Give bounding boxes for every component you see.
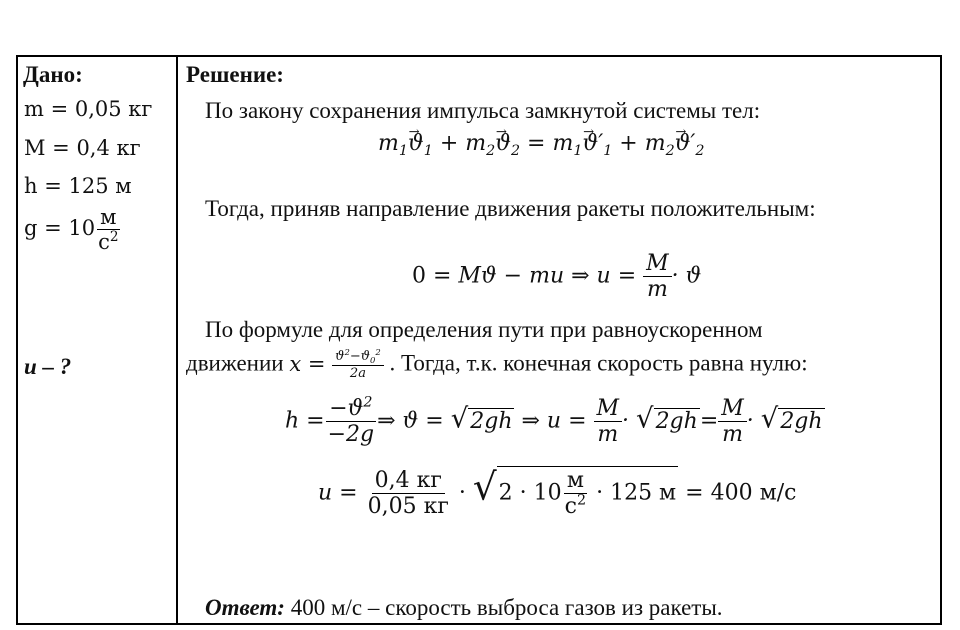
- velocity-formula: 0 = Mϑ − mu ⇒ u = $\frac{M}{m}$ · ϑ: [412, 251, 702, 303]
- given-unknown: u – ?: [24, 354, 72, 379]
- answer-text: 400 м/с – скорость выброса газов из ракеты.: [290, 595, 723, 620]
- result-formula: u = $\frac{0,4 кг}{0,05 кг}$ · √2 · 10 $\frac{м}{с^2}$ · 125 м = 400 м/с: [318, 464, 797, 520]
- column-divider: [176, 57, 178, 623]
- given-g-unit-pow: 2: [109, 228, 119, 245]
- given-g: [24, 206, 122, 253]
- solution-line-4-end: . Тогда, т.к. конечная скорость равна нулю:: [389, 350, 808, 376]
- solution-line-1: По закону сохранения импульса замкнутой системы тел:: [205, 98, 761, 123]
- answer-label: Ответ:: [205, 595, 285, 620]
- height-formula: h = $\frac{-ϑ^2}{-2g}$ ⇒ ϑ = √2gh ⇒ u = $\frac{M}{m}$ · √2gh= $\frac{M}{m}$ · √2gh: [285, 394, 823, 448]
- given-M: M = 0,4 кг: [24, 136, 141, 160]
- solution-line-4-start: движении: [186, 350, 284, 376]
- solution-header: Решение:: [186, 62, 284, 87]
- given-g-unit-den: с: [98, 230, 110, 255]
- given-m: m = 0,05 кг: [24, 97, 153, 121]
- momentum-formula: $m_1\to ϑ_1 + m_2\to ϑ_2 = m_1\to ϑ'_1 + m_2\to ϑ'_2$: [378, 133, 705, 155]
- solution-line-4: движении x = $\frac{ϑ^2-ϑ_0^2}{2a}$ . Тогда, т.к. конечная скорость равна нулю:: [186, 346, 808, 381]
- solution-line-2: Тогда, приняв направление движения ракеты положительным:: [205, 196, 816, 221]
- given-header: Дано:: [23, 62, 83, 87]
- given-h: h = 125 м: [24, 174, 132, 198]
- given-g-unit-num: м: [97, 206, 119, 230]
- solution-line-3: По формуле для определения пути при равноускоренном: [205, 317, 763, 342]
- answer-line: [205, 596, 723, 619]
- given-g-value: g = 10: [24, 216, 96, 241]
